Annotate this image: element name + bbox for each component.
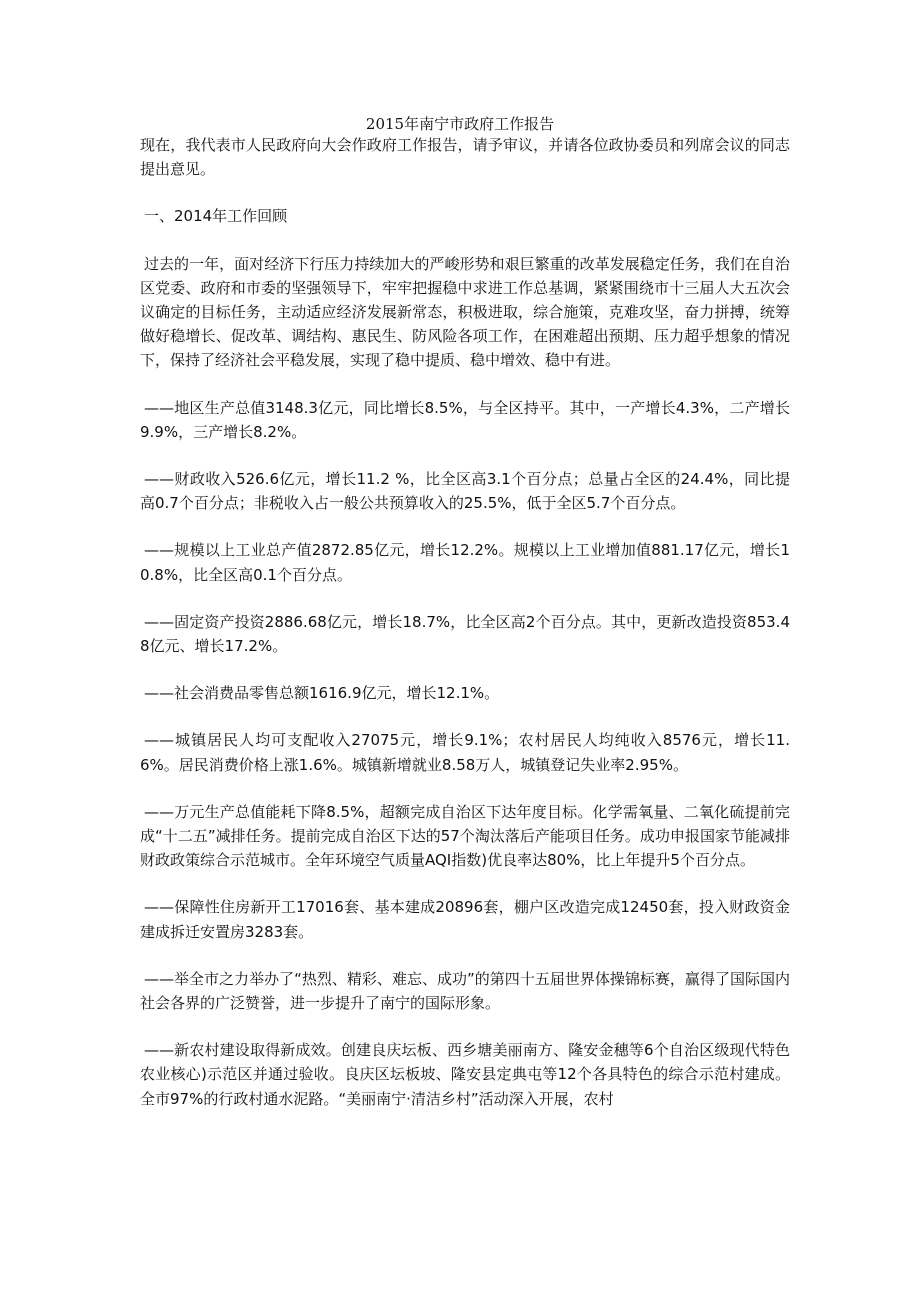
summary-item-fiscal-revenue: ——财政收入526.6亿元，增长11.2 %，比全区高3.1个百分点；总量占全区的24.4%，同比提高0.7个百分点；非税收入占一般公共预算收入的25.5%，低于全区5.7个百分点。 (140, 470, 790, 513)
summary-item-rural-construction: ——新农村建设取得新成效。创建良庆坛板、西乡塘美丽南方、隆安金穗等6个自治区级现代特色农业核心)示范区并通过验收。良庆区坛板坡、隆安县定典屯等12个各具特色的综合示范村建成。全市97%的行政村通水泥路。“美丽南宁·清洁乡村”活动深入开展，农村 (140, 1041, 790, 1108)
summary-item-energy-saving: ——万元生产总值能耗下降8.5%，超额完成自治区下达年度目标。化学需氧量、二氧化硫提前完成“十二五”减排任务。提前完成自治区下达的57个淘汰落后产能项目任务。成功申报国家节能减排财政政策综合示范城市。全年环境空气质量AQI指数)优良率达80%，比上年提升5个百分点。 (140, 802, 790, 870)
document-title: 2015年南宁市政府工作报告 (365, 115, 555, 133)
overview-paragraph: 过去的一年，面对经济下行压力持续加大的严峻形势和艰巨繁重的改革发展稳定任务，我们在自治区党委、政府和市委的坚强领导下，牢牢把握稳中求进工作总基调，紧紧围绕市十三届人大五次会议确定的目标任务，主动适应经济发展新常态，积极进取，综合施策，克难攻坚，奋力拼搏，统筹做好稳增长、促改革、调结构、惠民生、防风险各项工作，在困难超出预期、压力超乎想象的情况下，保持了经济社会平稳发展，实现了稳中提质、稳中增效、稳中有进。 (140, 254, 790, 370)
summary-item-industrial-output: ——规模以上工业总产值2872.85亿元，增长12.2%。规模以上工业增加值881.17亿元，增长10.8%，比全区高0.1个百分点。 (140, 541, 790, 584)
summary-item-resident-income: ——城镇居民人均可支配收入27075元，增长9.1%；农村居民人均纯收入8576元，增长11.6%。居民消费价格上涨1.6%。城镇新增就业8.58万人，城镇登记失业率2.95%。 (140, 731, 790, 774)
summary-item-gdp: ——地区生产总值3148.3亿元，同比增长8.5%，与全区持平。其中，一产增长4.3%，二产增长9.9%，三产增长8.2%。 (140, 398, 790, 441)
summary-item-gymnastics: ——举全市之力举办了“热烈、精彩、难忘、成功”的第四十五届世界体操锦标赛，赢得了国际国内社会各界的广泛赞誉，进一步提升了南宁的国际形象。 (140, 969, 790, 1013)
section-heading: 一、2014年工作回顾 (144, 207, 288, 226)
intro-paragraph: 现在，我代表市人民政府向大会作政府工作报告，请予审议，并请各位政协委员和列席会议的同志提出意见。 (140, 136, 790, 179)
document-body (140, 133, 790, 1134)
summary-item-housing: ——保障性住房新开工17016套、基本建成20896套，棚户区改造完成12450套，投入财政资金建成拆迁安置房3283套。 (140, 898, 790, 941)
summary-item-retail-sales: ——社会消费品零售总额1616.9亿元，增长12.1%。 (144, 684, 500, 703)
summary-item-fixed-investment: ——固定资产投资2886.68亿元，增长18.7%，比全区高2个百分点。其中，更新改造投资853.48亿元、增长17.2%。 (140, 612, 790, 656)
